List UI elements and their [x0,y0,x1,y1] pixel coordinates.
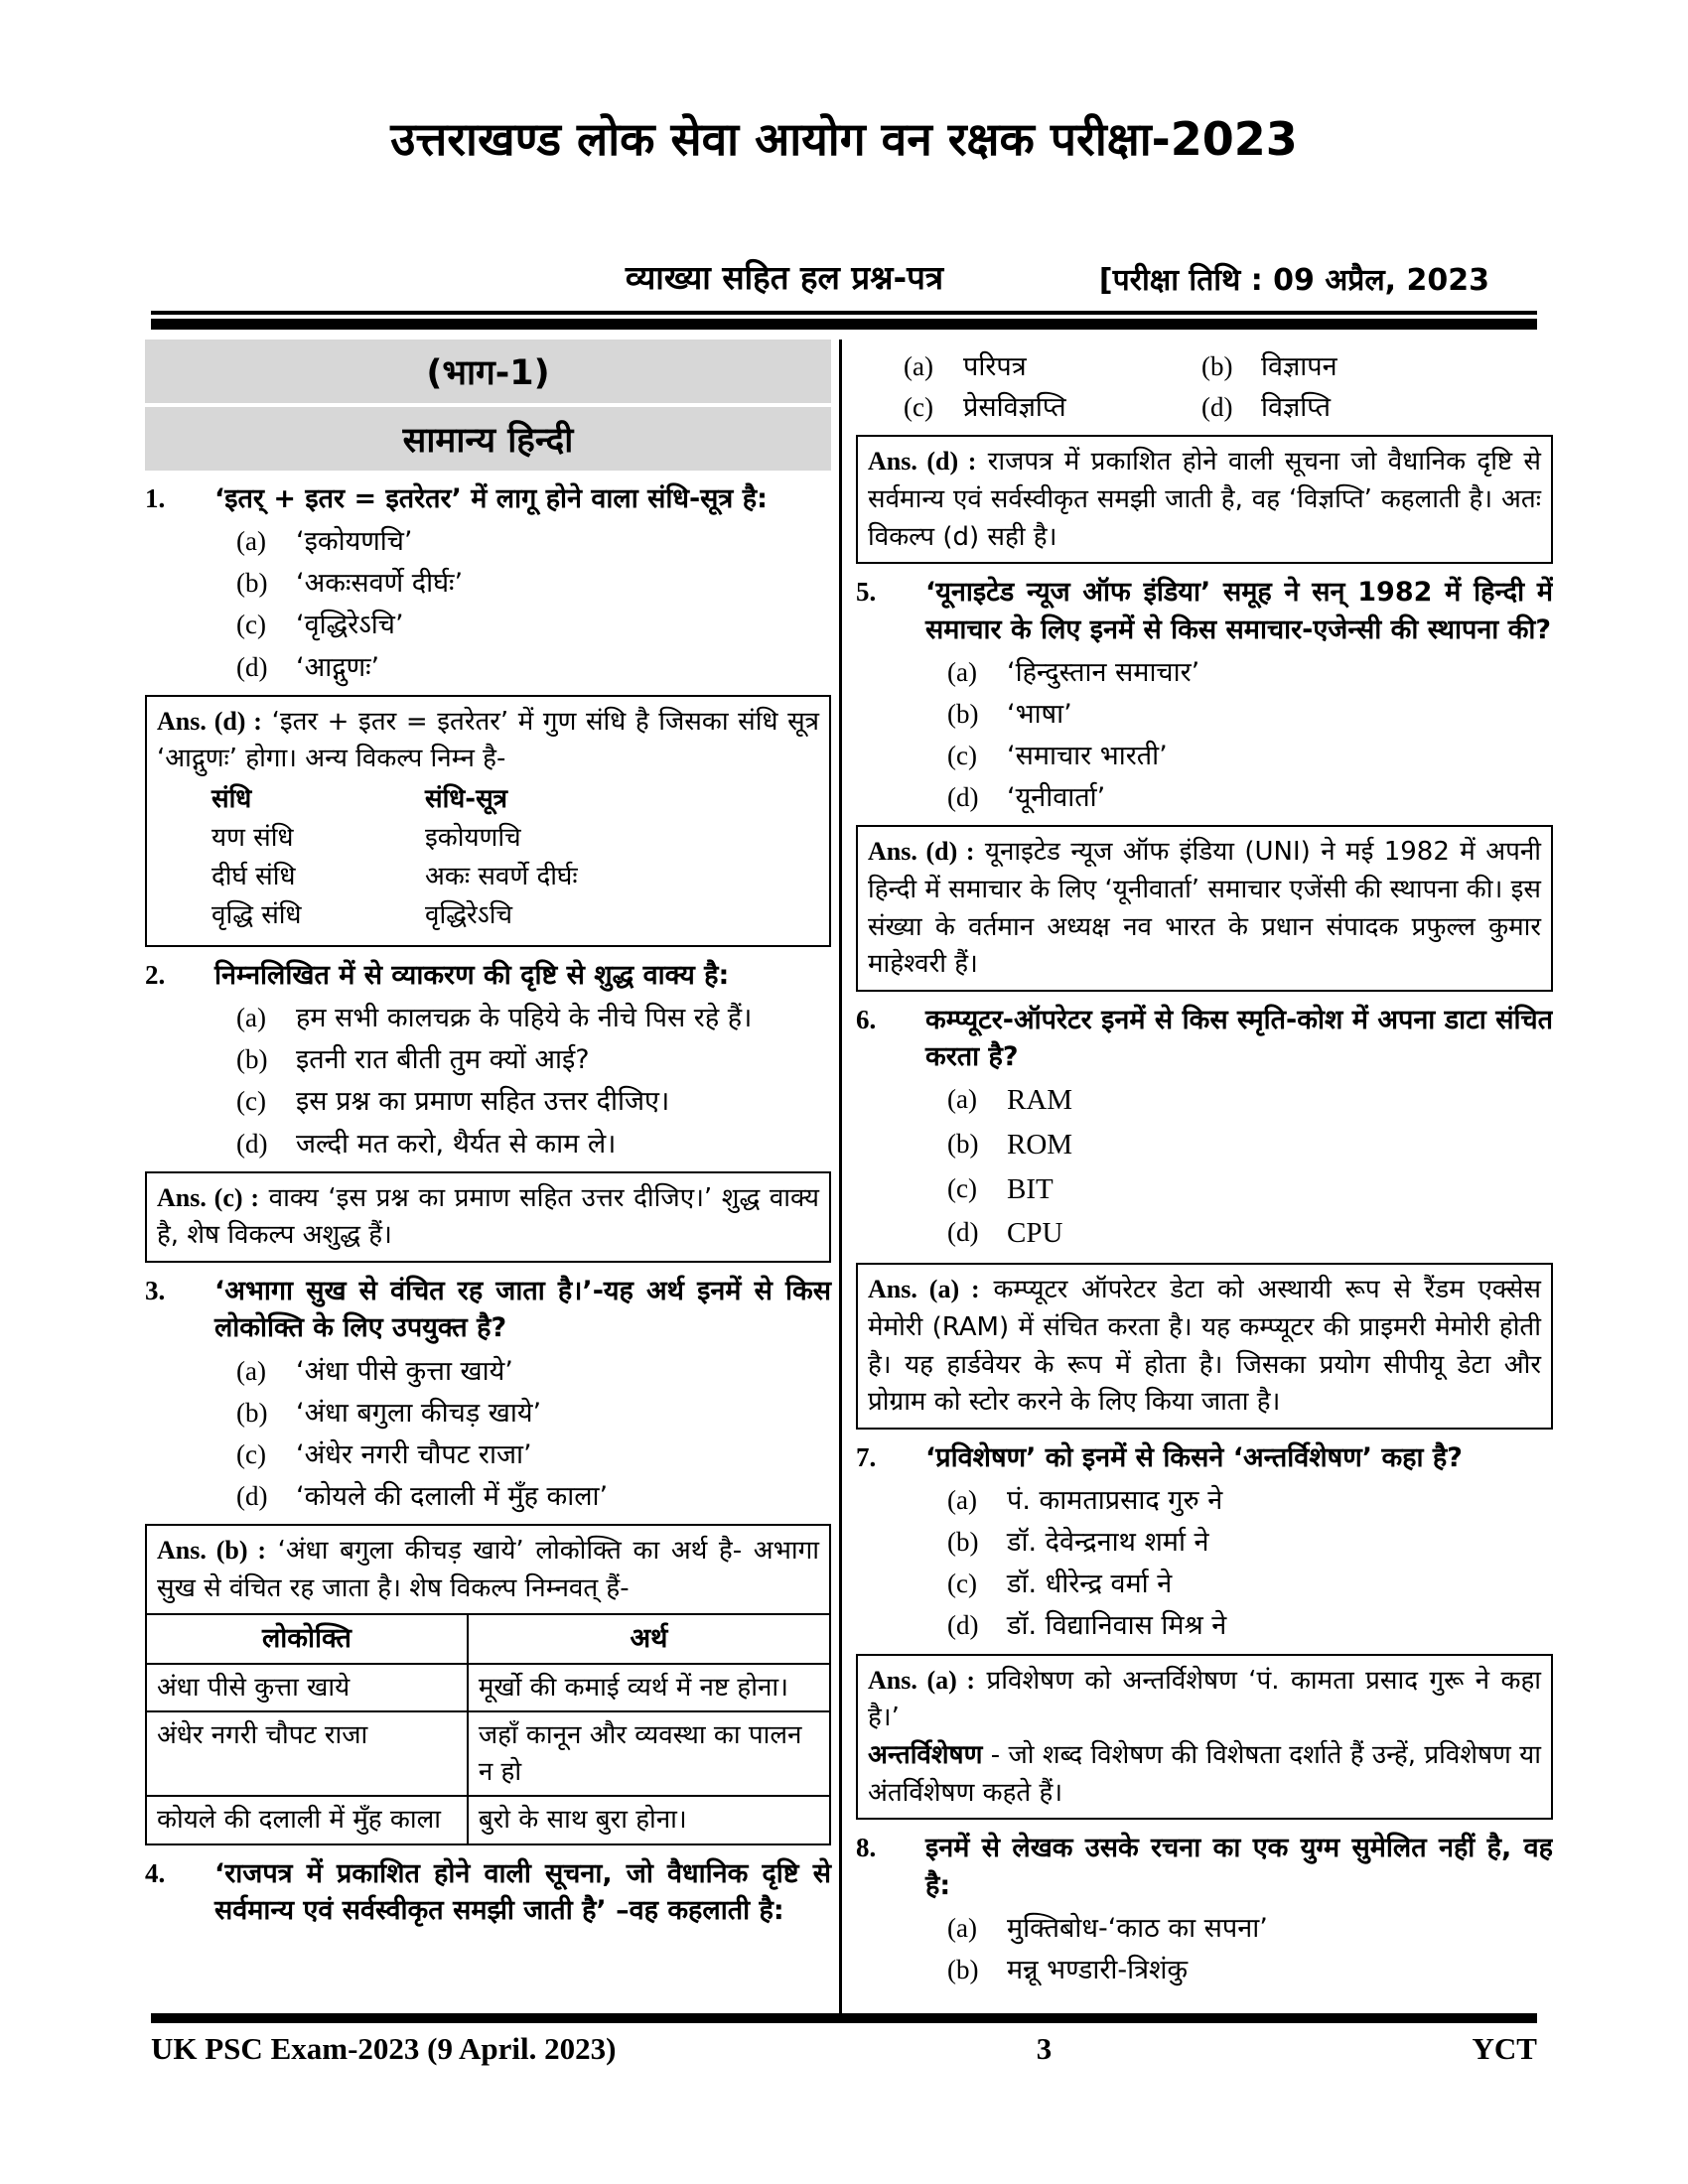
answer-text: ‘अंधा बगुला कीचड़ खाये’ लोकोक्ति का अर्थ है- अभागा सुख से वंचित रह जाता है। शेष विकल्प निम्नवत् हैं- [157,1535,819,1603]
answer-text: राजपत्र में प्रकाशित होने वाली सूचना जो वैधानिक दृष्टि से सर्वमान्य एवं सर्वस्वीकृत समझी जाती है, वह ‘विज्ञप्ति’ कहलाती है। अतः विकल्प (d) सही है। [868,447,1542,552]
question-number: 8. [856,1833,877,1863]
answer-line [868,1662,1541,1737]
q2-option-a [236,1001,831,1035]
page-number: 3 [1036,2031,1053,2066]
answer-text: प्रविशेषण को अन्तर्विशेषण ‘पं. कामता प्रसाद गुरू ने कहा है।’ [868,1665,1541,1733]
option-text: ‘वृद्धिरेऽचि’ [296,610,404,641]
q5-option-a [947,655,1553,690]
q1-option-d [236,650,831,685]
answer-label: Ans. (d) : [157,706,262,736]
question-text: ‘राजपत्र में प्रकाशित होने वाली सूचना, जो वैधानिक दृष्टि से सर्वमान्य एवं सर्वस्वीकृत समझी जाती है’ –वह कहलाती है: [214,1857,831,1926]
option-label: (b) [236,1397,268,1428]
exam-date: [परीक्षा तिथि : 09 अप्रैल, 2023 [1098,263,1489,298]
table-header-cell: अर्थ [468,1614,830,1664]
question-text: इनमें से लेखक उसके रचना का एक युग्म सुमेलित नहीं है, वह है: [925,1833,1553,1901]
option-text: ‘समाचार भारती’ [1007,740,1168,771]
option-text: ‘अंधा पीसे कुत्ता खाये’ [296,1355,513,1387]
option-label: (b) [236,1044,268,1075]
option-label: (c) [947,1172,977,1203]
part-header: (भाग-1) [145,340,831,403]
option-label: (d) [236,1480,268,1511]
q1-option-c [236,608,831,642]
q4-option-a [904,349,1154,384]
option-text: ‘इकोयणचि’ [296,526,413,558]
option-label: (d) [236,651,268,682]
left-column [145,340,842,2013]
question-6 [856,1002,1553,1076]
option-text: विज्ञप्ति [1261,392,1332,424]
q2-option-d [236,1127,831,1161]
sandhi-col1: यण संधि [211,823,294,853]
option-label: (d) [947,782,979,813]
option-text: BIT [1007,1172,1054,1205]
option-text: इतनी रात बीती तुम क्यों आई? [296,1044,590,1076]
subject-header: सामान्य हिन्दी [145,407,831,471]
answer-label: Ans. (d) : [868,837,975,867]
sandhi-row [211,819,819,858]
answer-label: Ans. (d) : [868,447,977,477]
q3-option-b [236,1396,831,1431]
option-label: (c) [236,1438,266,1469]
footer-publisher: YCT [1472,2031,1537,2066]
table-header-row [146,1614,830,1664]
question-text: ‘यूनाइटेड न्यूज ऑफ इंडिया’ समूह ने सन् 1982 में हिन्दी में समाचार के लिए इनमें से किस समाचार-एजेन्सी की स्थापना की? [925,577,1553,645]
option-label: (a) [236,526,266,557]
option-text: RAM [1007,1084,1073,1117]
footer-rule [151,2013,1537,2023]
sandhi-row [211,858,819,896]
sandhi-col1: संधि [211,784,252,814]
q4-option-d [1201,390,1553,425]
content-columns [145,340,1553,2013]
q6-option-c [947,1171,1553,1209]
q5-option-d [947,780,1553,815]
option-text: प्रेसविज्ञप्ति [963,392,1066,424]
sandhi-row [211,896,819,935]
question-8 [856,1830,1553,1904]
option-text: ‘अकःसवर्णे दीर्घः’ [296,568,464,600]
answer-term: अन्तर्विशेषण [868,1739,983,1770]
q8-option-a [947,1911,1553,1946]
right-column [842,340,1553,2013]
q1-option-a [236,524,831,559]
answer-box-5 [856,825,1553,992]
answer-box-3 [145,1524,831,1615]
option-label: (d) [1201,392,1233,423]
q4-option-c [904,390,1154,425]
q4-options-grid [856,343,1553,425]
q1-option-b [236,566,831,601]
question-text: कम्प्यूटर-ऑपरेटर इनमें से किस स्मृति-कोश में अपना डाटा संचित करता है? [925,1004,1553,1073]
q5-option-c [947,739,1553,773]
answer-box-1 [145,695,831,947]
option-label: (a) [236,1003,266,1033]
answer-label: Ans. (a) : [868,1665,976,1695]
answer-label: Ans. (b) : [157,1535,267,1565]
option-text: ‘यूनीवार्ता’ [1007,782,1106,814]
q7-option-d [947,1608,1553,1643]
q4-option-b [1201,349,1553,384]
option-label: (a) [947,656,977,687]
sandhi-col2: संधि-सूत्र [425,784,508,814]
question-3 [145,1273,831,1347]
option-label: (c) [947,740,977,770]
q6-option-d [947,1215,1553,1253]
question-text: निम्नलिखित में से व्याकरण की दृष्टि से शुद्ध वाक्य है: [214,960,730,991]
header-rule-thin [151,311,1537,315]
sandhi-col1: दीर्घ संधि [211,862,296,891]
question-1 [145,480,831,517]
answer-text: ‘इतर + इतर = इतरेतर’ में गुण संधि है जिसका संधि सूत्र ‘आद्गुणः’ होगा। अन्य विकल्प निम्न है- [157,706,820,774]
q3-option-d [236,1479,831,1514]
q3-option-a [236,1354,831,1389]
option-text: डॉ. धीरेन्द्र वर्मा ने [1007,1569,1173,1600]
sandhi-list [211,780,819,935]
question-text: ‘इतर् + इतर = इतरेतर’ में लागू होने वाला संधि-सूत्र है: [214,483,768,514]
option-text: ‘अंधेर नगरी चौपट राजा’ [296,1438,532,1470]
answer-term-text: - जो शब्द विशेषण की विशेषता दर्शाते हैं उन्हें, प्रविशेषण या अंतर्विशेषण कहते हैं। [868,1739,1541,1808]
option-text: CPU [1007,1217,1063,1250]
option-label: (a) [947,1485,977,1516]
option-label: (c) [236,1086,266,1117]
option-text: पं. कामताप्रसाद गुरु ने [1007,1485,1223,1517]
q3-option-c [236,1437,831,1472]
answer-box-7 [856,1654,1553,1821]
q7-option-a [947,1483,1553,1518]
option-label: (c) [947,1569,977,1599]
option-label: (a) [947,1084,977,1115]
question-number: 1. [145,483,166,513]
option-label: (b) [236,568,268,599]
question-text: ‘प्रविशेषण’ को इनमें से किसने ‘अन्तर्विशेषण’ कहा है? [925,1441,1463,1473]
option-text: परिपत्र [963,351,1027,382]
table-row [146,1664,830,1711]
question-number: 5. [856,577,877,608]
option-text: मन्नू भण्डारी-त्रिशंकु [1007,1954,1189,1985]
option-text: इस प्रश्न का प्रमाण सहित उत्तर दीजिए। [296,1086,670,1118]
option-label: (b) [947,698,979,729]
sandhi-col2: इकोयणचि [425,823,521,853]
q5-option-b [947,697,1553,732]
answer-text: वाक्य ‘इस प्रश्न का प्रमाण सहित उत्तर दीजिए।’ शुद्ध वाक्य है, शेष विकल्प अशुद्ध हैं। [157,1182,820,1251]
question-5 [856,574,1553,648]
option-text: डॉ. देवेन्द्रनाथ शर्मा ने [1007,1527,1209,1559]
table-cell: जहाँ कानून और व्यवस्था का पालन न हो [468,1711,830,1796]
q2-option-c [236,1084,831,1119]
option-label: (d) [947,1217,979,1248]
option-text: ‘हिन्दुस्तान समाचार’ [1007,656,1200,688]
option-label: (b) [947,1954,979,1984]
q2-option-b [236,1042,831,1077]
option-label: (d) [236,1128,268,1159]
answer-box-4 [856,435,1553,564]
option-label: (a) [904,351,933,381]
q6-option-a [947,1082,1553,1120]
question-number: 6. [856,1004,877,1034]
table-cell: अंधा पीसे कुत्ता खाये [146,1664,468,1711]
option-text: जल्दी मत करो, थैर्यत से काम ले। [296,1128,617,1160]
answer-text: यूनाइटेड न्यूज ऑफ इंडिया (UNI) ने मई 1982 में अपनी हिन्दी में समाचार के लिए ‘यूनीवार्ता’ समाचार एजेंसी की स्थापना की। इस संख्या के वर्तमान अध्यक्ष नव भारत के प्रधान संपादक प्रफुल्ल कुमार माहेश्वरी हैं। [868,837,1541,980]
q8-option-b [947,1953,1553,1987]
option-label: (c) [904,392,933,423]
lokokti-table [145,1613,831,1844]
answer-box-2 [145,1171,831,1263]
sandhi-header-row [211,780,819,819]
question-number: 4. [145,1857,166,1888]
table-cell: मूर्खो की कमाई व्यर्थ में नष्ट होना। [468,1664,830,1711]
q7-option-c [947,1567,1553,1601]
subtitle: व्याख्या सहित हल प्रश्न-पत्र [625,258,944,297]
option-text: ROM [1007,1129,1073,1161]
question-number: 2. [145,960,166,990]
sandhi-col2: वृद्धिरेऽचि [425,900,512,930]
table-row [146,1796,830,1843]
q6-option-b [947,1127,1553,1164]
answer-box-6 [856,1263,1553,1430]
question-4 [145,1855,831,1930]
answer-label: Ans. (a) : [868,1275,980,1304]
option-label: (b) [1201,351,1233,381]
table-cell: बुरो के साथ बुरा होना। [468,1796,830,1843]
header-rule-thick [151,319,1537,330]
page-title: उत्तराखण्ड लोक सेवा आयोग वन रक्षक परीक्षा-2023 [390,112,1298,166]
option-text: ‘भाषा’ [1007,698,1072,730]
option-text: हम सभी कालचक्र के पहिये के नीचे पिस रहे हैं। [296,1003,753,1034]
answer-note [868,1737,1541,1812]
option-label: (d) [947,1610,979,1641]
table-header-cell: लोकोक्ति [146,1614,468,1664]
option-text: मुक्तिबोध-‘काठ का सपना’ [1007,1912,1268,1944]
footer [151,2031,1537,2067]
answer-text: कम्प्यूटर ऑपरेटर डेटा को अस्थायी रूप से रैंडम एक्सेस मेमोरी (RAM) में संचित करता है। यह कम्प्यूटर की प्राइमरी मेमोरी होती है। यह हार्डवेयर के रूप में होता है। जिसका प्रयोग सीपीयू डेटा और प्रोग्राम को स्टोर करने के लिए किया जाता है। [868,1275,1541,1418]
question-7 [856,1439,1553,1476]
question-number: 7. [856,1441,877,1472]
option-label: (b) [947,1129,979,1160]
q7-option-b [947,1525,1553,1560]
option-text: ‘कोयले की दलाली में मुँह काला’ [296,1480,609,1512]
answer-label: Ans. (c) : [157,1182,260,1212]
option-text: डॉ. विद्यानिवास मिश्र ने [1007,1610,1227,1642]
footer-exam-name: UK PSC Exam-2023 (9 April. 2023) [151,2031,617,2066]
table-cell: कोयले की दलाली में मुँह काला [146,1796,468,1843]
option-text: ‘अंधा बगुला कीचड़ खाये’ [296,1397,542,1429]
option-label: (c) [236,610,266,640]
option-label: (b) [947,1527,979,1558]
question-2 [145,957,831,994]
question-number: 3. [145,1276,166,1305]
option-text: ‘आद्गुणः’ [296,651,380,683]
option-label: (a) [236,1355,266,1386]
sandhi-col2: अकः सवर्णे दीर्घः [425,862,578,891]
table-cell: अंधेर नगरी चौपट राजा [146,1711,468,1796]
option-label: (a) [947,1912,977,1943]
sandhi-col1: वृद्धि संधि [211,900,302,930]
table-row [146,1711,830,1796]
question-text: ‘अभागा सुख से वंचित रह जाता है।’-यह अर्थ इनमें से किस लोकोक्ति के लिए उपयुक्त है? [214,1276,831,1344]
option-text: विज्ञापन [1261,351,1337,382]
